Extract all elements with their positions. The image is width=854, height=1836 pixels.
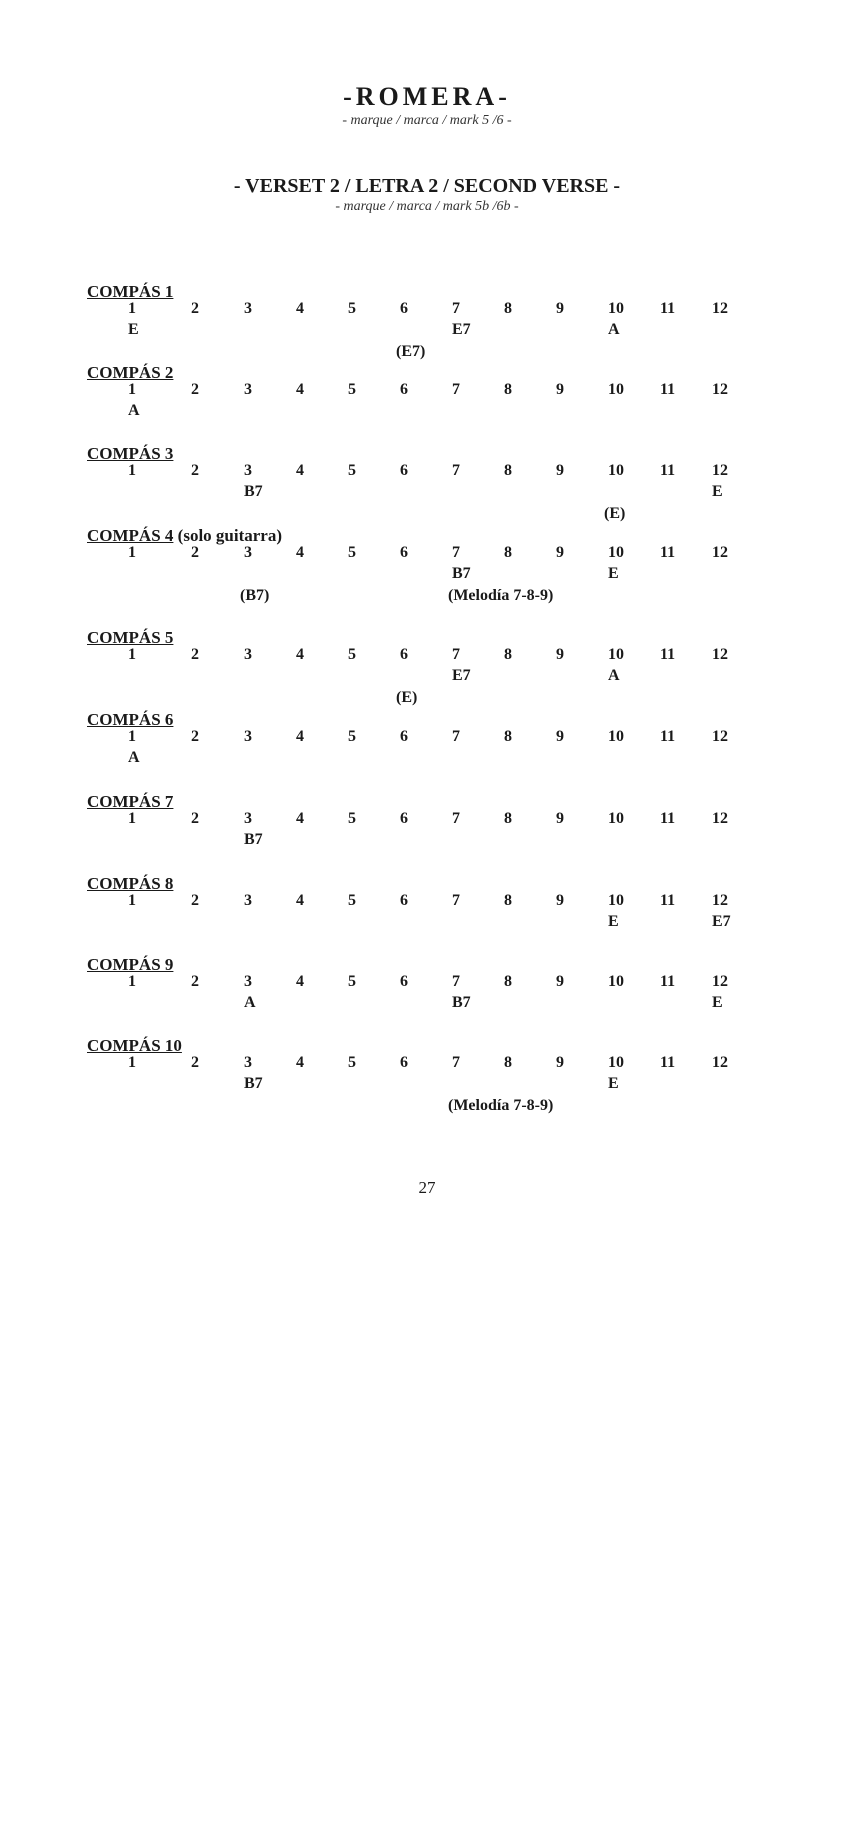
beat-number: 2 <box>191 646 199 663</box>
beat-number: 2 <box>191 973 199 990</box>
beat-number: 3 <box>244 381 252 398</box>
beat-number: 7 <box>452 646 460 663</box>
chord-label: A <box>608 667 620 684</box>
beat-number: 10 <box>608 892 624 909</box>
beat-number: 3 <box>244 300 252 317</box>
chord-label: E <box>712 483 723 500</box>
beat-number: 1 <box>128 728 136 745</box>
beat-number: 3 <box>244 728 252 745</box>
chord-label: E7 <box>712 913 731 930</box>
beat-number: 6 <box>400 728 408 745</box>
beat-number: 6 <box>400 810 408 827</box>
beat-number: 2 <box>191 381 199 398</box>
beat-number: 1 <box>128 973 136 990</box>
beat-number: 11 <box>660 892 676 909</box>
chord-label: A <box>244 994 256 1011</box>
beat-number: 1 <box>128 646 136 663</box>
page-title: -ROMERA- <box>343 82 511 111</box>
beat-number: 10 <box>608 728 624 745</box>
beat-number: 11 <box>660 646 676 663</box>
beat-number: 5 <box>348 381 356 398</box>
beat-number: 9 <box>556 728 564 745</box>
beat-number: 6 <box>400 646 408 663</box>
beat-number: 12 <box>712 892 728 909</box>
beat-number: 3 <box>244 646 252 663</box>
compas-label: COMPÁS 2 <box>87 363 174 382</box>
beat-number: 4 <box>296 973 304 990</box>
beat-number: 9 <box>556 544 564 561</box>
beat-number: 7 <box>452 300 460 317</box>
beat-number: 7 <box>452 728 460 745</box>
chord-label: E <box>128 321 139 338</box>
compas-header <box>87 1036 182 1056</box>
beat-number: 1 <box>128 810 136 827</box>
beat-number: 2 <box>191 892 199 909</box>
beat-number: 7 <box>452 381 460 398</box>
beat-number: 6 <box>400 462 408 479</box>
beat-number: 10 <box>608 381 624 398</box>
compas-label: COMPÁS 8 <box>87 874 174 893</box>
compas-label: COMPÁS 4 <box>87 526 174 545</box>
beat-number: 2 <box>191 300 199 317</box>
beat-number: 9 <box>556 810 564 827</box>
beat-number: 1 <box>128 300 136 317</box>
beat-number: 4 <box>296 1054 304 1071</box>
beat-number: 3 <box>244 973 252 990</box>
beat-number: 7 <box>452 462 460 479</box>
beat-number: 10 <box>608 462 624 479</box>
beat-number: 8 <box>504 381 512 398</box>
compas-header <box>87 444 173 464</box>
beat-number: 7 <box>452 892 460 909</box>
beat-number: 8 <box>504 462 512 479</box>
beat-number: 11 <box>660 300 676 317</box>
compas-header <box>87 955 173 975</box>
chord-annotation: (E7) <box>396 343 426 360</box>
beat-number: 9 <box>556 300 564 317</box>
beat-number: 10 <box>608 973 624 990</box>
beat-number: 3 <box>244 544 252 561</box>
beat-number: 11 <box>660 1054 676 1071</box>
beat-number: 4 <box>296 810 304 827</box>
beat-number: 3 <box>244 810 252 827</box>
beat-number: 5 <box>348 646 356 663</box>
beat-number: 1 <box>128 892 136 909</box>
compas-label: COMPÁS 10 <box>87 1036 182 1055</box>
beat-number: 9 <box>556 462 564 479</box>
chord-label: B7 <box>452 994 471 1011</box>
beat-number: 5 <box>348 300 356 317</box>
beat-number: 1 <box>128 544 136 561</box>
beat-number: 9 <box>556 1054 564 1071</box>
page-subtitle: - marque / marca / mark 5 /6 - <box>342 113 512 128</box>
beat-number: 8 <box>504 728 512 745</box>
beat-number: 12 <box>712 728 728 745</box>
chord-annotation: (Melodía 7-8-9) <box>448 587 554 604</box>
beat-number: 4 <box>296 544 304 561</box>
beat-number: 2 <box>191 1054 199 1071</box>
beat-number: 5 <box>348 728 356 745</box>
beat-number: 6 <box>400 544 408 561</box>
beat-number: 1 <box>128 1054 136 1071</box>
beat-number: 10 <box>608 810 624 827</box>
beat-number: 10 <box>608 544 624 561</box>
beat-number: 2 <box>191 462 199 479</box>
beat-number: 2 <box>191 728 199 745</box>
compas-header <box>87 874 173 894</box>
beat-number: 5 <box>348 1054 356 1071</box>
beat-number: 5 <box>348 810 356 827</box>
beat-number: 12 <box>712 544 728 561</box>
chord-label: E <box>712 994 723 1011</box>
beat-number: 10 <box>608 1054 624 1071</box>
beat-number: 8 <box>504 646 512 663</box>
beat-number: 2 <box>191 544 199 561</box>
beat-number: 3 <box>244 1054 252 1071</box>
beat-number: 4 <box>296 646 304 663</box>
beat-number: 12 <box>712 300 728 317</box>
chord-label: E <box>608 1075 619 1092</box>
beat-number: 4 <box>296 381 304 398</box>
beat-number: 3 <box>244 892 252 909</box>
chord-label: E <box>608 913 619 930</box>
chord-label: E <box>608 565 619 582</box>
beat-number: 8 <box>504 544 512 561</box>
compas-label: COMPÁS 3 <box>87 444 174 463</box>
beat-number: 9 <box>556 973 564 990</box>
chord-label: A <box>608 321 620 338</box>
chord-annotation: (Melodía 7-8-9) <box>448 1097 554 1114</box>
compas-label: COMPÁS 1 <box>87 282 174 301</box>
beat-number: 11 <box>660 381 676 398</box>
chord-label: A <box>128 749 140 766</box>
beat-number: 2 <box>191 810 199 827</box>
beat-number: 4 <box>296 728 304 745</box>
beat-number: 4 <box>296 300 304 317</box>
verse-subtitle: - marque / marca / mark 5b /6b - <box>335 199 519 214</box>
compas-header <box>87 628 173 648</box>
compas-header <box>87 792 173 812</box>
beat-number: 8 <box>504 892 512 909</box>
beat-number: 12 <box>712 973 728 990</box>
beat-number: 8 <box>504 973 512 990</box>
beat-number: 4 <box>296 462 304 479</box>
chord-label: E7 <box>452 667 471 684</box>
chord-annotation: (E) <box>604 505 626 522</box>
beat-number: 10 <box>608 646 624 663</box>
beat-number: 11 <box>660 810 676 827</box>
chord-label: E7 <box>452 321 471 338</box>
beat-number: 5 <box>348 462 356 479</box>
beat-number: 12 <box>712 381 728 398</box>
compas-label: COMPÁS 6 <box>87 710 174 729</box>
beat-number: 12 <box>712 646 728 663</box>
beat-number: 9 <box>556 646 564 663</box>
beat-number: 11 <box>660 728 676 745</box>
beat-number: 6 <box>400 892 408 909</box>
beat-number: 7 <box>452 544 460 561</box>
page-number: 27 <box>418 1178 436 1197</box>
beat-number: 10 <box>608 300 624 317</box>
chord-annotation: (B7) <box>240 587 270 604</box>
beat-number: 3 <box>244 462 252 479</box>
chord-label: B7 <box>244 483 263 500</box>
beat-number: 6 <box>400 381 408 398</box>
compas-label: COMPÁS 5 <box>87 628 174 647</box>
beat-number: 8 <box>504 810 512 827</box>
compas-label: COMPÁS 9 <box>87 955 174 974</box>
compas-header <box>87 526 282 546</box>
compas-header <box>87 282 173 302</box>
beat-number: 5 <box>348 973 356 990</box>
chord-label: A <box>128 402 140 419</box>
beat-number: 1 <box>128 462 136 479</box>
beat-number: 12 <box>712 462 728 479</box>
compas-label: COMPÁS 7 <box>87 792 174 811</box>
chord-label: B7 <box>452 565 471 582</box>
compas-note: (solo guitarra) <box>173 526 283 545</box>
beat-number: 12 <box>712 810 728 827</box>
beat-number: 5 <box>348 892 356 909</box>
compas-header <box>87 363 173 383</box>
beat-number: 12 <box>712 1054 728 1071</box>
beat-number: 8 <box>504 300 512 317</box>
beat-number: 11 <box>660 462 676 479</box>
beat-number: 7 <box>452 973 460 990</box>
chord-annotation: (E) <box>396 689 418 706</box>
beat-number: 4 <box>296 892 304 909</box>
beat-number: 7 <box>452 1054 460 1071</box>
beat-number: 6 <box>400 973 408 990</box>
beat-number: 11 <box>660 544 676 561</box>
chord-label: B7 <box>244 1075 263 1092</box>
beat-number: 7 <box>452 810 460 827</box>
beat-number: 6 <box>400 1054 408 1071</box>
chord-label: B7 <box>244 831 263 848</box>
beat-number: 9 <box>556 892 564 909</box>
beat-number: 5 <box>348 544 356 561</box>
beat-number: 8 <box>504 1054 512 1071</box>
verse-title: - VERSET 2 / LETRA 2 / SECOND VERSE - <box>233 175 621 197</box>
beat-number: 1 <box>128 381 136 398</box>
beat-number: 11 <box>660 973 676 990</box>
beat-number: 9 <box>556 381 564 398</box>
beat-number: 6 <box>400 300 408 317</box>
compas-header <box>87 710 173 730</box>
